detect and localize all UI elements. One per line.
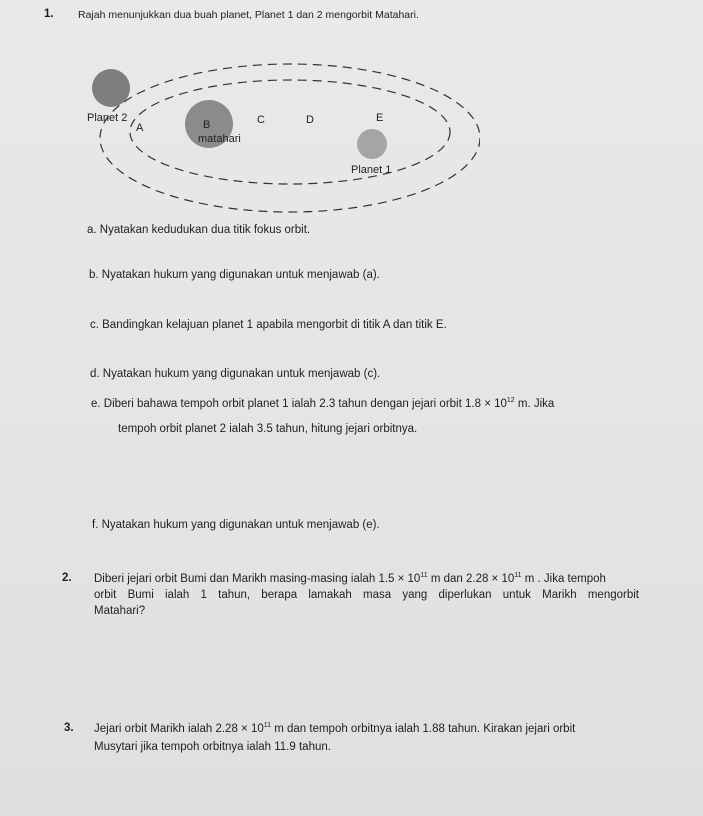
question-3-number: 3.: [64, 722, 74, 734]
question-3-line1: Jejari orbit Marikh ialah $2.28 \times 10^{11}$ m dan tempoh orbitnya ialah 1.88 tahun. Kirakan jejari orbit: [94, 722, 576, 735]
question-2-number: 2.: [62, 572, 72, 584]
planet-1: [357, 129, 387, 159]
planet-1-label: Planet 1: [351, 164, 392, 176]
question-1a: a. Nyatakan kedudukan dua titik fokus orbit.: [87, 224, 311, 236]
question-1-number: 1.: [44, 8, 54, 20]
question-2-line2: orbit Bumi ialah 1 tahun, berapa lamakah masa yang diperlukan untuk Marikh mengorbit: [94, 589, 639, 601]
question-2-line3: Matahari?: [94, 605, 146, 617]
question-2-mars-radius: $2.28 \times 10^{11}$: [465, 572, 522, 585]
point-b-label: B: [203, 119, 211, 131]
question-3-mars-radius: $2.28 \times 10^{11}$: [215, 722, 272, 735]
question-1e-line2: tempoh orbit planet 2 ialah 3.5 tahun, hitung jejari orbitnya.: [118, 423, 418, 435]
question-1c: c. Bandingkan kelajuan planet 1 apabila mengorbit di titik A dan titik E.: [90, 319, 447, 331]
question-2-line1: Diberi jejari orbit Bumi dan Marikh masing-masing ialah $1.5 \times 10^{11}$ m dan $2.28 \times 10^{11}$ m . Jika tempoh: [94, 572, 606, 585]
point-e-label: E: [376, 112, 384, 124]
question-2-earth-radius: $1.5 \times 10^{11}$: [378, 572, 428, 585]
question-1e-value: $1.8 \times 10^{12}$: [465, 397, 515, 410]
planet-2-label: Planet 2: [87, 112, 128, 124]
question-1e-text: e. Diberi bahawa tempoh orbit planet 1 ialah 2.3 tahun dengan jejari orbit: [91, 398, 462, 410]
inner-orbit: [130, 80, 450, 184]
outer-orbit: [100, 64, 480, 212]
question-1b: b. Nyatakan hukum yang digunakan untuk menjawab (a).: [89, 269, 380, 281]
question-1-intro: Rajah menunjukkan dua buah planet, Planet 1 dan 2 mengorbit Matahari.: [78, 9, 419, 21]
point-a-label: A: [136, 122, 144, 134]
question-3-line2: Musytari jika tempoh orbitnya ialah 11.9 tahun.: [94, 741, 331, 753]
planet-2: [92, 69, 130, 107]
point-c-label: C: [257, 114, 265, 126]
question-1e-line1: [91, 397, 554, 412]
sun-label: matahari: [198, 133, 241, 145]
question-1f: f. Nyatakan hukum yang digunakan untuk menjawab (e).: [92, 519, 380, 531]
point-d-label: D: [306, 114, 314, 126]
orbit-diagram: [60, 30, 480, 215]
question-1d: d. Nyatakan hukum yang digunakan untuk menjawab (c).: [90, 368, 381, 380]
question-1e-tail: m. Jika: [517, 398, 555, 410]
